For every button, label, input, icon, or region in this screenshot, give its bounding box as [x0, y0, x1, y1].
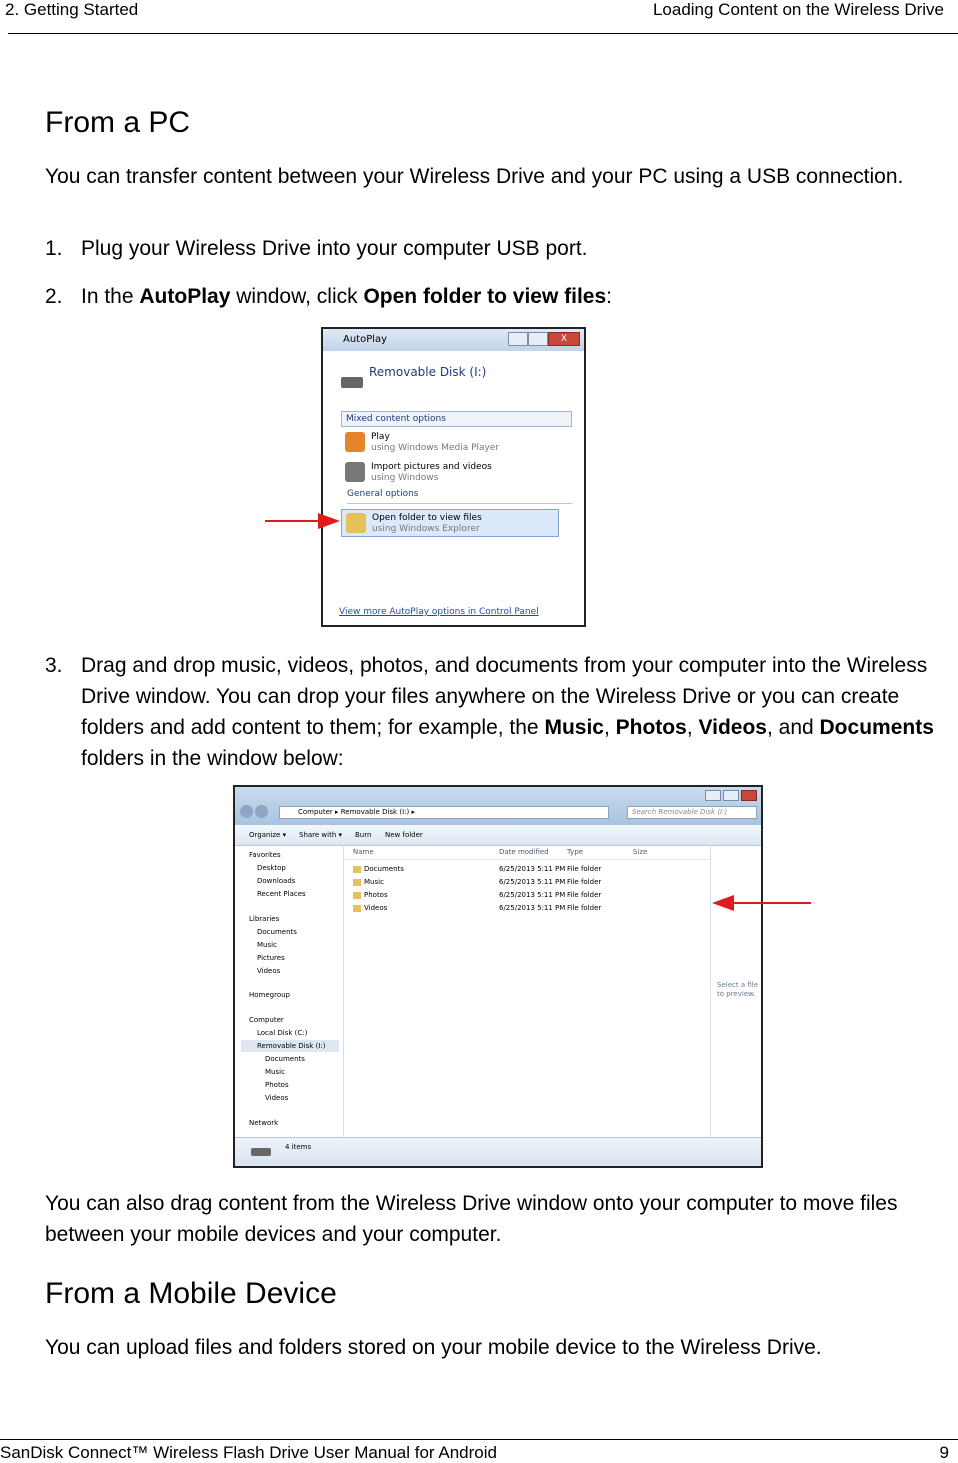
- close-button[interactable]: [741, 790, 757, 801]
- file-row[interactable]: Documents 6/25/2013 5:11 PM File folder: [343, 863, 711, 875]
- new-folder-button[interactable]: New folder: [385, 831, 423, 839]
- file-row[interactable]: Photos 6/25/2013 5:11 PM File folder: [343, 889, 711, 901]
- nav-sub-videos[interactable]: Videos: [265, 1094, 289, 1102]
- col-type[interactable]: Type: [567, 848, 584, 856]
- burn-button[interactable]: Burn: [355, 831, 372, 839]
- minimize-button[interactable]: [705, 790, 721, 801]
- step-text: In the AutoPlay window, click Open folder to view files:: [81, 285, 613, 308]
- nav-lib-videos[interactable]: Videos: [257, 967, 281, 975]
- folder-icon: [353, 866, 361, 873]
- section-title-mobile: From a Mobile Device: [45, 1277, 337, 1310]
- nav-lib-pictures[interactable]: Pictures: [257, 954, 285, 962]
- minimize-button[interactable]: [508, 332, 528, 346]
- nav-local-disk[interactable]: Local Disk (C:): [257, 1029, 308, 1037]
- organize-button[interactable]: Organize ▾: [249, 831, 287, 839]
- col-date[interactable]: Date modified: [499, 848, 549, 856]
- status-bar: [235, 1137, 761, 1166]
- col-size[interactable]: Size: [633, 848, 648, 856]
- nav-recent[interactable]: Recent Places: [257, 890, 306, 898]
- option-import[interactable]: Import pictures and videos using Windows: [341, 459, 559, 487]
- nav-sub-music[interactable]: Music: [265, 1068, 285, 1076]
- arrow-line: [265, 520, 325, 522]
- nav-computer[interactable]: Computer: [249, 1016, 284, 1024]
- address-bar[interactable]: Computer ▸ Removable Disk (I:) ▸: [279, 806, 609, 819]
- item-count: 4 items: [285, 1143, 312, 1151]
- nav-downloads[interactable]: Downloads: [257, 877, 296, 885]
- after-paragraph: You can also drag content from the Wireless Drive window onto your computer to move files between your mobile devices and your computer.: [45, 1192, 898, 1246]
- step-number: 2.: [45, 285, 63, 308]
- nav-network[interactable]: Network: [249, 1119, 279, 1127]
- arrow-line: [730, 902, 811, 904]
- header-rule: [8, 33, 958, 34]
- group-mixed-content: Mixed content options: [341, 411, 572, 427]
- nav-lib-documents[interactable]: Documents: [257, 928, 297, 936]
- control-panel-link[interactable]: View more AutoPlay options in Control Panel: [339, 607, 539, 617]
- explorer-titlebar: [235, 787, 761, 825]
- step-number: 1.: [45, 237, 63, 260]
- footer-title: SanDisk Connect™ Wireless Flash Drive User Manual for Android: [0, 1443, 497, 1462]
- share-button[interactable]: Share with ▾: [299, 831, 343, 839]
- section-title-pc: From a PC: [45, 106, 191, 139]
- nav-sub-documents[interactable]: Documents: [265, 1055, 305, 1063]
- autoplay-window: [321, 327, 586, 627]
- header-chapter: 2. Getting Started: [5, 0, 139, 19]
- intro-paragraph: You can transfer content between your Wireless Drive and your PC using a USB connection.: [45, 165, 904, 188]
- preview-pane: [710, 845, 761, 1138]
- option-open-folder[interactable]: Open folder to view files using Windows Explorer: [341, 509, 559, 537]
- autoplay-title: AutoPlay: [343, 334, 388, 345]
- maximize-button[interactable]: [528, 332, 548, 346]
- drive-icon: [251, 1148, 271, 1156]
- back-icon[interactable]: [240, 805, 253, 818]
- close-button[interactable]: X: [548, 332, 580, 346]
- media-player-icon: [345, 432, 365, 452]
- camera-icon: [345, 462, 365, 482]
- step-text: Drag and drop music, videos, photos, and documents from your computer into the Wireless Drive window. You can drop your files anywhere on the Wireless Drive or you can create folders and add content to them; for example, the Music, Photos, Videos, and Documents folders in the window below:: [81, 654, 934, 770]
- explorer-window: [233, 785, 763, 1168]
- maximize-button[interactable]: [723, 790, 739, 801]
- folder-icon: [353, 892, 361, 899]
- autoplay-term: AutoPlay: [139, 285, 231, 308]
- folder-icon: [346, 513, 366, 533]
- column-headers: [343, 845, 711, 860]
- command-bar: [235, 825, 761, 846]
- nav-favorites[interactable]: Favorites: [249, 851, 281, 859]
- preview-text-1: Select a file: [717, 981, 758, 989]
- col-name[interactable]: Name: [353, 848, 374, 856]
- navigation-pane: [235, 845, 344, 1138]
- nav-homegroup[interactable]: Homegroup: [249, 991, 291, 999]
- forward-icon[interactable]: [255, 805, 268, 818]
- folder-icon: [353, 905, 361, 912]
- group-general: General options: [347, 489, 572, 504]
- search-input[interactable]: Search Removable Disk (I:): [627, 806, 757, 819]
- footer-rule: [0, 1439, 958, 1440]
- step-number: 3.: [45, 654, 63, 677]
- nav-buttons: [240, 805, 276, 819]
- file-row[interactable]: Music 6/25/2013 5:11 PM File folder: [343, 876, 711, 888]
- open-folder-term: Open folder to view files: [363, 285, 607, 308]
- nav-sub-photos[interactable]: Photos: [265, 1081, 289, 1089]
- drive-icon: [341, 377, 363, 388]
- drive-title: Removable Disk (I:): [369, 365, 487, 379]
- option-play[interactable]: Play using Windows Media Player: [341, 429, 559, 457]
- nav-removable-disk[interactable]: Removable Disk (I:): [257, 1042, 326, 1050]
- nav-libraries[interactable]: Libraries: [249, 915, 280, 923]
- nav-lib-music[interactable]: Music: [257, 941, 277, 949]
- autoplay-titlebar: [323, 329, 584, 351]
- nav-desktop[interactable]: Desktop: [257, 864, 286, 872]
- file-row[interactable]: Videos 6/25/2013 5:11 PM File folder: [343, 902, 711, 914]
- step-text: Plug your Wireless Drive into your computer USB port.: [81, 237, 588, 260]
- page-number: 9: [939, 1443, 949, 1462]
- arrow-head-icon: [318, 511, 340, 531]
- mobile-paragraph: You can upload files and folders stored on your mobile device to the Wireless Drive.: [45, 1336, 822, 1359]
- header-section: Loading Content on the Wireless Drive: [652, 0, 944, 19]
- folder-icon: [353, 879, 361, 886]
- preview-text-2: to preview.: [717, 990, 756, 998]
